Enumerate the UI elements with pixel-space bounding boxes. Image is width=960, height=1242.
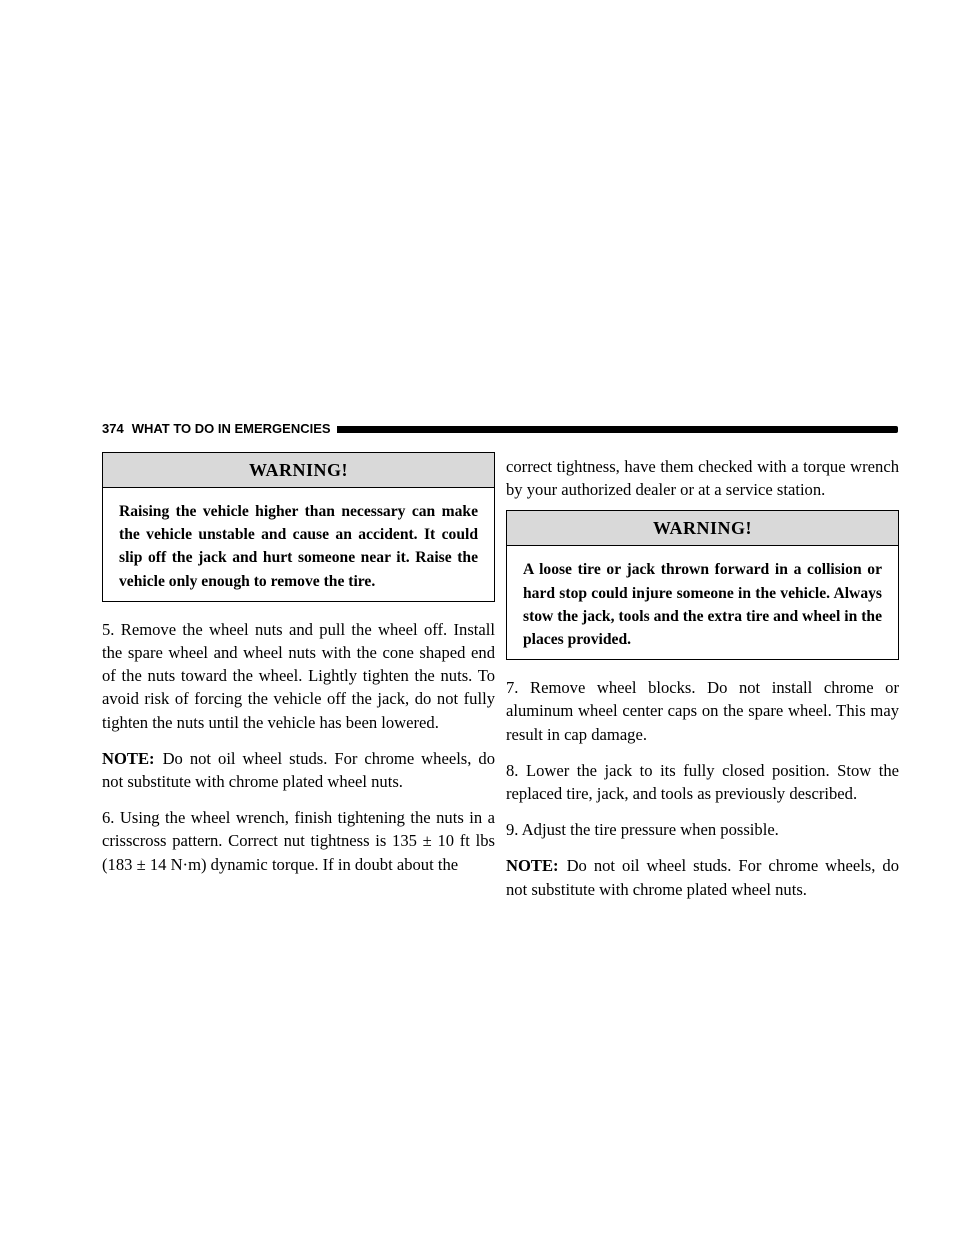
step-7-text: 7. Remove wheel blocks. Do not install chrome or aluminum wheel center caps on the spare wheel. This may result in cap damage.: [506, 678, 899, 744]
note-paragraph: [102, 747, 495, 793]
step-6-text: 6. Using the wheel wrench, finish tightening the nuts in a crisscross pattern. Correct nut tightness is 135 ± 10 ft lbs (183 ± 14 N·m) dynamic torque. If in doubt about the: [102, 808, 495, 874]
warning-title: WARNING!: [103, 453, 494, 488]
warning-text: Raising the vehicle higher than necessary can make the vehicle unstable and cause an accident. It could slip off the jack and hurt someone near it. Raise the vehicle only enough to remove the tire.: [119, 503, 478, 590]
note-text: Do not oil wheel studs. For chrome wheels, do not substitute with chrome plated wheel nuts.: [102, 748, 495, 792]
step-5-text: 5. Remove the wheel nuts and pull the wheel off. Install the spare wheel and wheel nuts with the cone shaped end of the nuts toward the wheel. Lightly tighten the nuts. To avoid risk of forcing the vehicle off the jack, do not fully tighten the nuts until the vehicle has been lowered.: [102, 619, 495, 732]
warning-box: [102, 452, 495, 602]
right-column: [506, 455, 899, 914]
warning-text: A loose tire or jack thrown forward in a collision or hard stop could injure someone in the vehicle. Always stow the jack, tools and the extra tire and wheel in the places provided.: [523, 561, 882, 649]
header-rule: [337, 426, 898, 433]
left-column: [102, 452, 495, 889]
section-title: WHAT TO DO IN EMERGENCIES: [131, 421, 331, 436]
warning-title: WARNING!: [507, 511, 898, 546]
warning-box: [506, 510, 899, 660]
note-text: Do not oil wheel studs. For chrome wheels, do not substitute with chrome plated wheel nuts.: [506, 856, 899, 899]
note-paragraph: [506, 854, 899, 900]
step-9-text: 9. Adjust the tire pressure when possible.: [506, 820, 779, 840]
step-8-text: 8. Lower the jack to its fully closed position. Stow the replaced tire, jack, and tools as previously described.: [506, 760, 899, 804]
note-label: NOTE:: [506, 856, 559, 876]
page-header: [102, 421, 898, 437]
page-number: 374: [102, 421, 124, 436]
note-label: NOTE:: [102, 748, 155, 768]
step-6-continued-text: correct tightness, have them checked with a torque wrench by your authorized dealer or at a service station.: [506, 457, 899, 500]
